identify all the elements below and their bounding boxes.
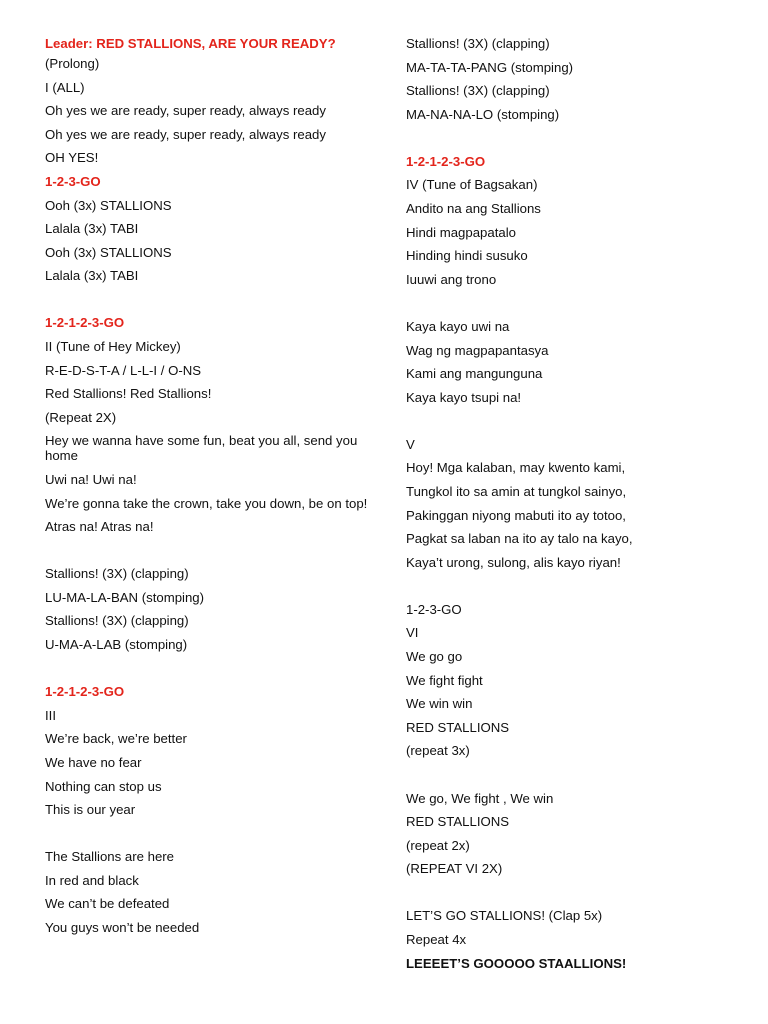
lyrics-column-left bbox=[45, 36, 370, 944]
section-cue: Leader: RED STALLIONS, ARE YOUR READY? bbox=[45, 36, 336, 51]
stanza-gap bbox=[406, 295, 741, 319]
lyric-line: Andito na ang Stallions bbox=[406, 201, 541, 217]
lyric-line: II (Tune of Hey Mickey) bbox=[45, 339, 181, 355]
lyric-line: Kaya’t urong, sulong, alis kayo riyan! bbox=[406, 554, 621, 570]
lyric-line: The Stallions are here bbox=[45, 849, 175, 865]
section-cue: 1-2-1-2-3-GO bbox=[45, 684, 125, 700]
lyric-line: We’re gonna take the crown, take you down, be on top! bbox=[45, 495, 368, 511]
section-cue: 1-2-1-2-3-GO bbox=[406, 153, 486, 169]
lyric-line: U-MA-A-LAB (stomping) bbox=[45, 637, 188, 653]
lyric-line: Ooh (3x) STALLIONS bbox=[45, 197, 172, 213]
lyric-line: Wag ng magpapantasya bbox=[406, 342, 549, 358]
lyric-line: We can’t be defeated bbox=[45, 896, 170, 912]
lyric-line: MA-NA-NA-LO (stomping) bbox=[406, 106, 560, 122]
lyric-line: We have no fear bbox=[45, 754, 142, 770]
lyric-line: We go go bbox=[406, 649, 463, 665]
lyric-line: We win win bbox=[406, 696, 473, 712]
stanza-gap bbox=[45, 826, 370, 850]
lyric-line: Pakinggan niyong mabuti ito ay totoo, bbox=[406, 507, 626, 523]
lyric-line: LU-MA-LA-BAN (stomping) bbox=[45, 589, 205, 605]
lyric-line: We go, We fight , We win bbox=[406, 790, 554, 806]
lyric-line: Stallions! (3X) (clapping) bbox=[406, 36, 550, 51]
lyric-line: (repeat 2x) bbox=[406, 837, 470, 853]
lyric-line: Hindi magpapatalo bbox=[406, 224, 516, 240]
lyric-line: Oh yes we are ready, super ready, always ready bbox=[45, 103, 326, 119]
stanza-gap bbox=[406, 578, 741, 602]
lyric-line: Stallions! (3X) (clapping) bbox=[45, 613, 189, 629]
closing-line: LEEEET’S GOOOOO STAALLIONS! bbox=[406, 955, 627, 971]
lyric-line: R-E-D-S-T-A / L-L-I / O-NS bbox=[45, 362, 202, 378]
lyric-line: Repeat 4x bbox=[406, 932, 467, 947]
lyric-line: Kaya kayo uwi na bbox=[406, 318, 510, 334]
lyric-line: We’re back, we’re better bbox=[45, 731, 187, 747]
lyric-line: LET’S GO STALLIONS! (Clap 5x) bbox=[406, 908, 603, 924]
stanza-gap bbox=[406, 413, 741, 437]
lyric-line: You guys won’t be needed bbox=[45, 920, 200, 935]
stanza-gap bbox=[406, 885, 741, 909]
lyric-line: VI bbox=[406, 625, 419, 641]
lyric-line: Stallions! (3X) (clapping) bbox=[45, 566, 189, 582]
stanza-gap bbox=[45, 543, 370, 567]
lyric-line: We fight fight bbox=[406, 672, 483, 688]
lyric-line: Hoy! Mga kalaban, may kwento kami, bbox=[406, 460, 626, 476]
lyric-line: MA-TA-TA-PANG (stomping) bbox=[406, 59, 574, 75]
lyric-line: 1-2-3-GO bbox=[406, 601, 462, 617]
lyric-line: III bbox=[45, 707, 56, 723]
lyric-line: Hey we wanna have some fun, beat you all, send you home bbox=[45, 433, 358, 464]
lyric-line: RED STALLIONS bbox=[406, 814, 510, 830]
lyric-line: RED STALLIONS bbox=[406, 719, 510, 735]
lyric-line: Atras na! Atras na! bbox=[45, 519, 154, 535]
lyric-line: Pagkat sa laban na ito ay talo na kayo, bbox=[406, 531, 633, 547]
lyric-line: Red Stallions! Red Stallions! bbox=[45, 386, 212, 402]
lyric-line: I (ALL) bbox=[45, 79, 85, 95]
stanza-gap bbox=[45, 292, 370, 316]
section-cue: 1-2-3-GO bbox=[45, 173, 101, 189]
lyric-line: (repeat 3x) bbox=[406, 743, 470, 759]
lyric-line: Oh yes we are ready, super ready, always ready bbox=[45, 126, 326, 142]
lyric-line: OH YES! bbox=[45, 150, 99, 166]
lyric-line: Hinding hindi susuko bbox=[406, 248, 528, 264]
lyric-line: Kami ang mangunguna bbox=[406, 366, 543, 382]
lyric-line: (Prolong) bbox=[45, 56, 100, 71]
lyric-line: Lalala (3x) TABI bbox=[45, 221, 139, 237]
lyric-line: (REPEAT VI 2X) bbox=[406, 861, 503, 877]
lyric-line: (Repeat 2X) bbox=[45, 409, 117, 425]
lyric-line: In red and black bbox=[45, 872, 139, 888]
stanza-gap bbox=[45, 661, 370, 685]
lyric-line: Uwi na! Uwi na! bbox=[45, 472, 137, 487]
lyric-line: Kaya kayo tsupi na! bbox=[406, 389, 522, 405]
lyric-line: Iuuwi ang trono bbox=[406, 271, 497, 287]
lyric-line: This is our year bbox=[45, 802, 136, 818]
stanza-gap bbox=[406, 767, 741, 791]
lyric-line: Ooh (3x) STALLIONS bbox=[45, 244, 172, 260]
lyric-line: IV (Tune of Bagsakan) bbox=[406, 177, 538, 193]
lyric-line: Nothing can stop us bbox=[45, 778, 162, 794]
lyric-line: Tungkol ito sa amin at tungkol sainyo, bbox=[406, 484, 627, 499]
lyrics-column-right bbox=[406, 36, 741, 979]
lyric-line: Stallions! (3X) (clapping) bbox=[406, 83, 550, 99]
lyric-line: V bbox=[406, 436, 415, 452]
section-cue: 1-2-1-2-3-GO bbox=[45, 315, 125, 331]
stanza-gap bbox=[406, 130, 741, 154]
lyric-line: Lalala (3x) TABI bbox=[45, 268, 139, 284]
